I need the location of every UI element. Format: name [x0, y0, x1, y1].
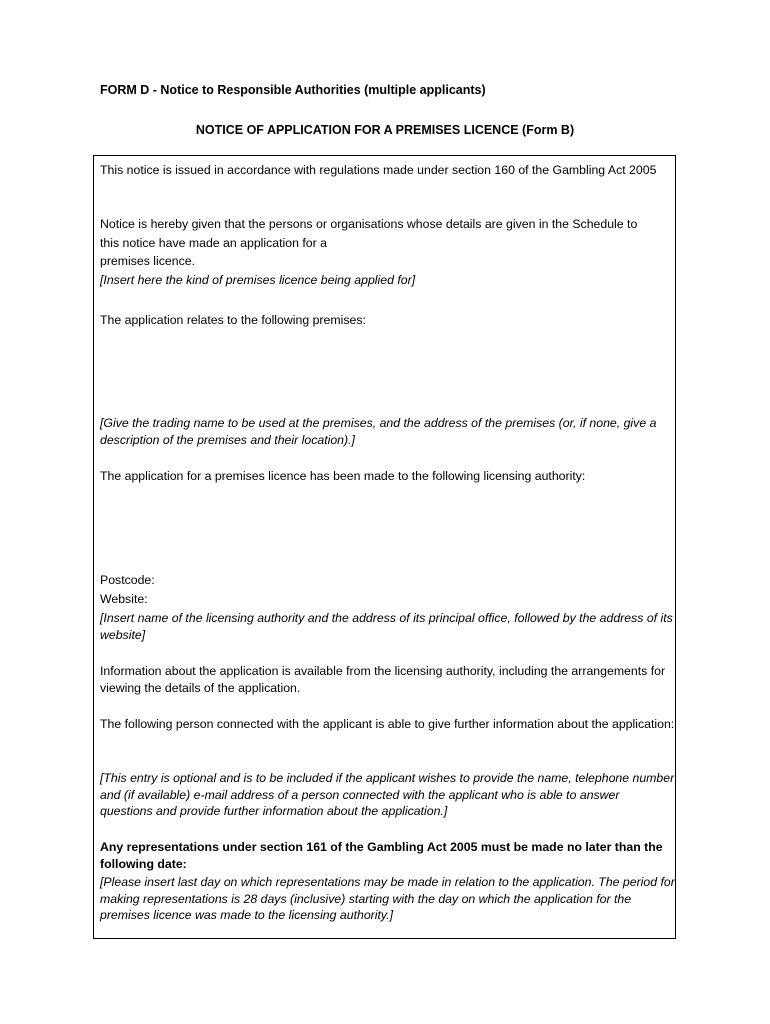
postcode-label: Postcode: — [100, 573, 155, 587]
contact-person-text: The following person connected with the applicant is able to give further information about the application: — [100, 717, 675, 731]
representations-instruction: [Please insert last day on which representations may be made in relation to the application. The period for making representations is 28 days (inclusive) starting with the day on which the application for the premises licence was made to the licensing authority.] — [100, 875, 675, 922]
notice-given-line-2: this notice have made an application for a — [100, 235, 327, 250]
form-title: FORM D - Notice to Responsible Authorities (multiple applicants) — [100, 83, 486, 97]
licensing-authority-text: The application for a premises licence has been made to the following licensing authority: — [100, 469, 586, 483]
licensing-authority-instruction: [Insert name of the licensing authority and the address of its principal office, followed by the address of its website] — [100, 611, 673, 642]
website-label: Website: — [100, 592, 148, 606]
premises-text: The application relates to the following premises: — [100, 313, 366, 327]
notice-given-section — [100, 216, 675, 288]
notice-given-line-1: Notice is hereby given that the persons or organisations whose details are given in the Schedule to — [100, 217, 638, 231]
notice-heading: NOTICE OF APPLICATION FOR A PREMISES LICENCE (Form B) — [195, 123, 575, 137]
contact-person-instruction: [This entry is optional and is to be included if the applicant wishes to provide the name, telephone number and (if available) e-mail address of a person connected with the applicant who is able to answer questions and provide further information about the application.] — [100, 771, 675, 818]
notice-given-line-3: premises licence. — [100, 254, 195, 268]
information-text: Information about the application is available from the licensing authority, including the arrangements for viewing the details of the application. — [100, 664, 666, 695]
issued-notice-text: This notice is issued in accordance with regulations made under section 160 of the Gambling Act 2005 — [100, 163, 657, 177]
licence-kind-instruction: [Insert here the kind of premises licence being applied for] — [100, 272, 416, 287]
premises-instruction: [Give the trading name to be used at the premises, and the address of the premises (or, if none, give a description of the premises and their location).] — [100, 416, 657, 447]
representations-deadline-text: Any representations under section 161 of the Gambling Act 2005 must be made no later than the following date: — [100, 840, 663, 871]
